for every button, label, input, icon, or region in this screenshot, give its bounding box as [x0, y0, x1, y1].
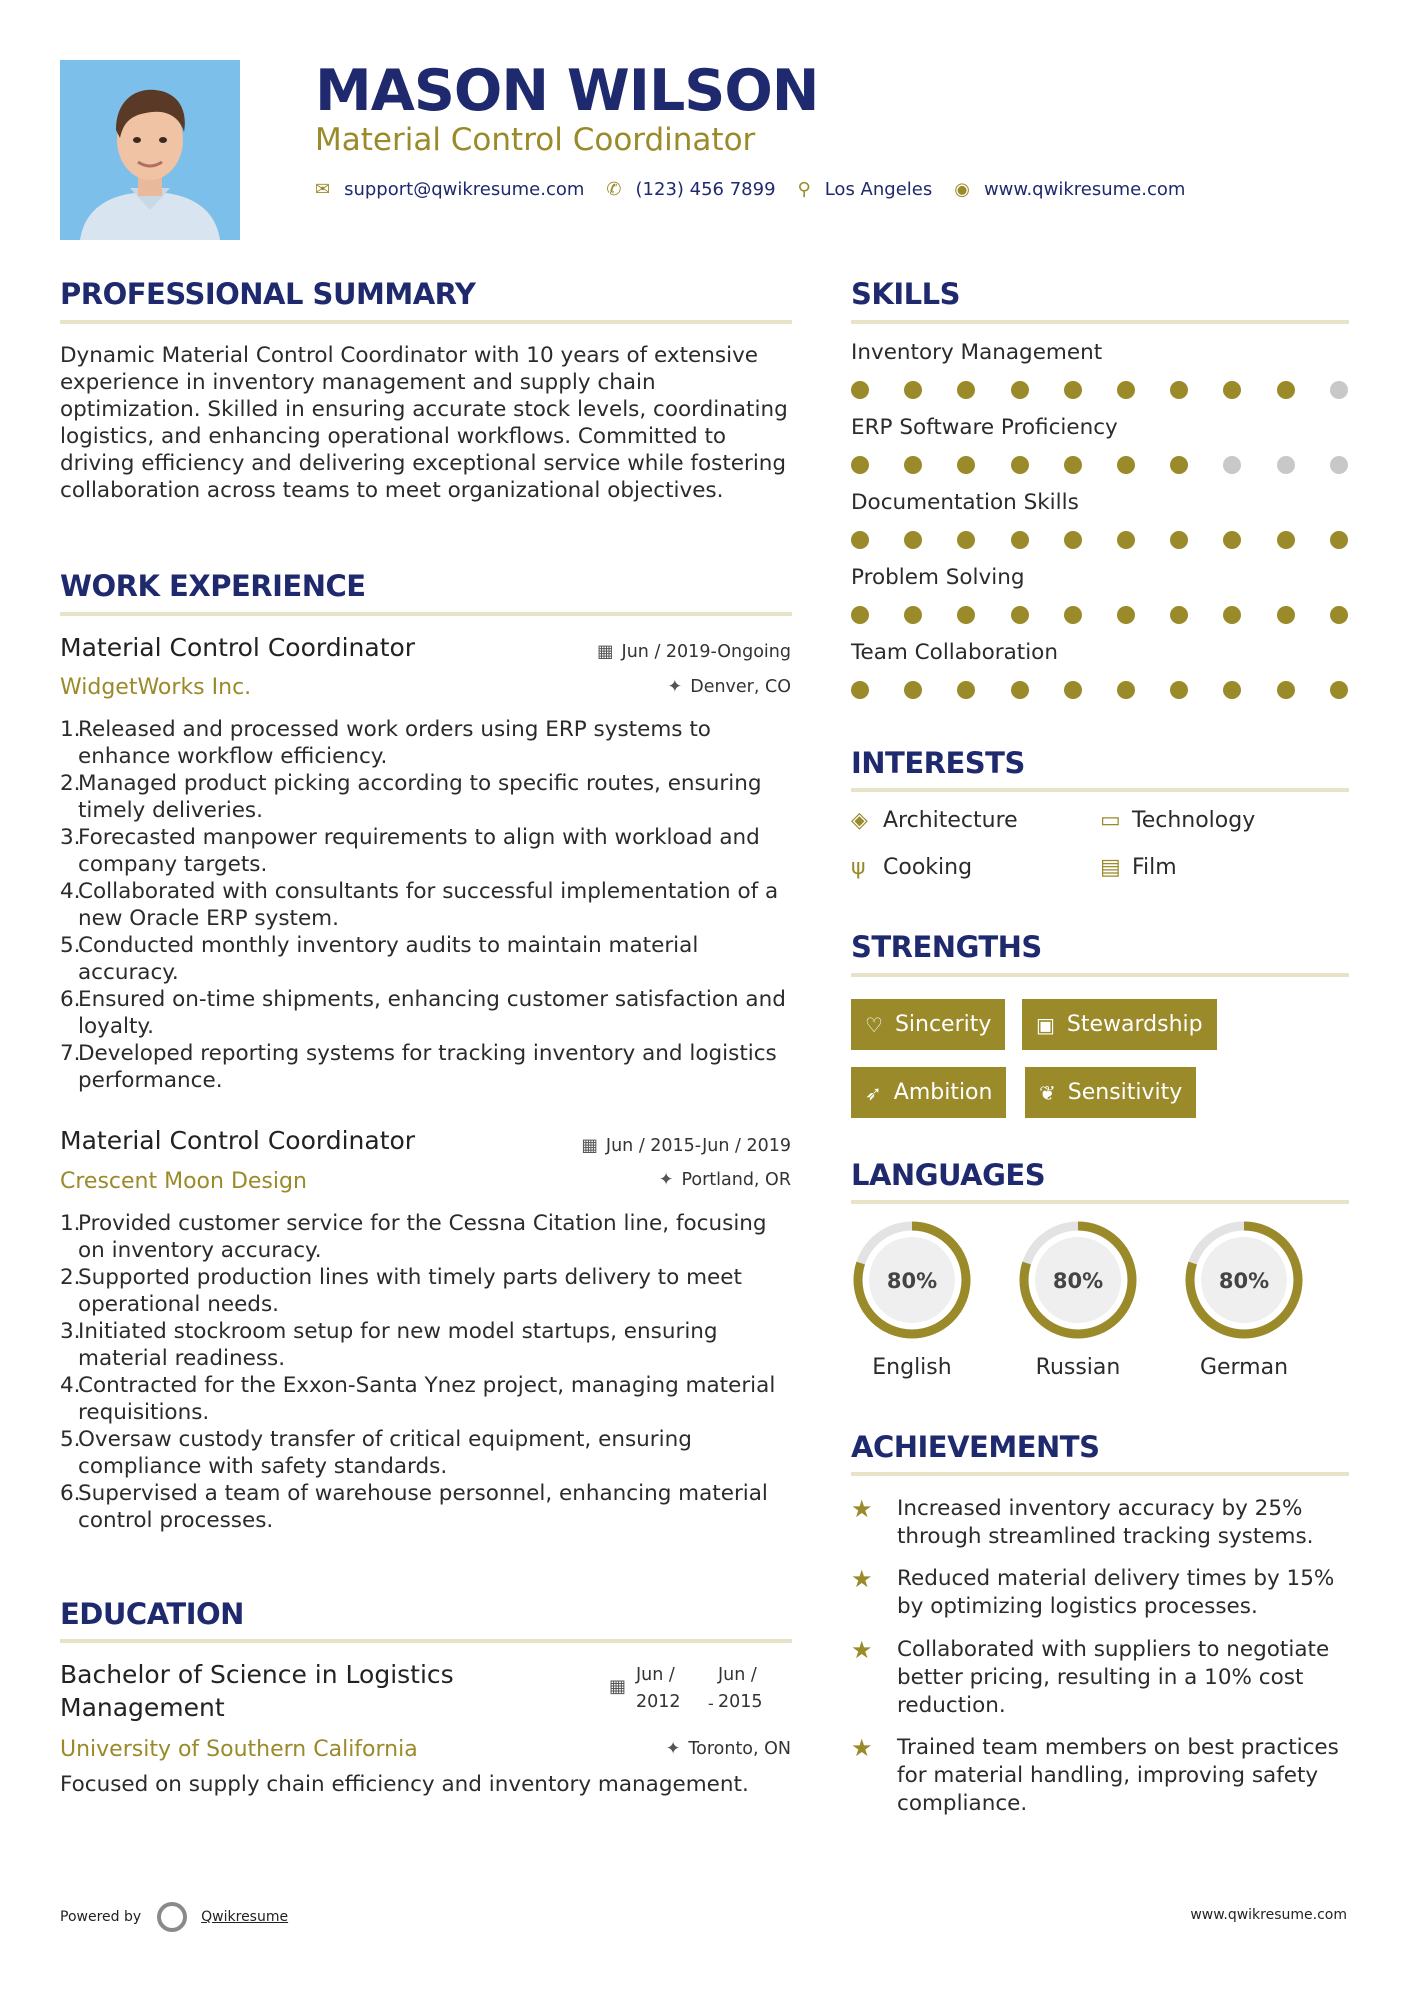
footer-website[interactable]: www.qwikresume.com [1190, 1907, 1347, 1923]
calendar-icon: ▦ [581, 1136, 598, 1156]
languages-rule [851, 1200, 1349, 1204]
rating-dot [1330, 681, 1348, 699]
skill-label: Team Collaboration [851, 640, 1058, 665]
summary-heading: PROFESSIONAL SUMMARY [60, 277, 476, 311]
pin-icon: ✦ [667, 677, 683, 697]
rating-dot [1011, 381, 1029, 399]
rating-dot [1170, 681, 1188, 699]
rating-dot [851, 456, 869, 474]
person-illustration [60, 60, 240, 240]
rating-dot [1064, 681, 1082, 699]
summary-rule [60, 320, 792, 324]
list-item: 6. Ensured on-time shipments, enhancing customer satisfaction and loyalty. [60, 987, 786, 1039]
degree-line-2: Management [60, 1693, 225, 1722]
rating-dot [1170, 456, 1188, 474]
rating-dot [1117, 381, 1135, 399]
list-item: 4. Collaborated with consultants for successful implementation of a new Oracle ERP system. [60, 879, 779, 931]
interest-film: ▤ Film [1100, 855, 1177, 880]
strength-ambition: ➶ Ambition [851, 1067, 1006, 1118]
skills-heading: SKILLS [851, 277, 960, 311]
contact-phone[interactable] [606, 179, 775, 200]
strength-sensitivity: ❦ Sensitivity [1025, 1067, 1196, 1118]
rating-dot [851, 681, 869, 699]
strengths-rule [851, 973, 1349, 977]
skill-rating [851, 606, 1349, 626]
email-text: support@qwikresume.com [344, 179, 585, 200]
job-1-date-text: Jun / 2019-Ongoing [621, 642, 791, 662]
rating-dot [1170, 606, 1188, 624]
tag-icon: ◈ [851, 808, 868, 833]
envelope-icon: ✉ [315, 179, 331, 200]
rating-dot [1330, 456, 1348, 474]
degree-line-1: Bachelor of Science in Logistics [60, 1660, 454, 1689]
list-item: 2. Supported production lines with timely parts delivery to meet operational needs. [60, 1265, 742, 1317]
strength-stewardship: ▣ Stewardship [1022, 999, 1217, 1050]
rating-dot [904, 381, 922, 399]
laptop-icon: ▭ [1100, 808, 1121, 833]
strength-sincerity: ♡ Sincerity [851, 999, 1005, 1050]
achievements-rule [851, 1472, 1349, 1476]
work-heading: WORK EXPERIENCE [60, 569, 366, 603]
pin-icon: ✦ [665, 1739, 681, 1759]
language-name: English [872, 1355, 952, 1380]
job-2-location-text: Portland, OR [681, 1170, 791, 1190]
powered-by-text: Powered by [60, 1909, 142, 1925]
job-1-title: Material Control Coordinator [60, 633, 416, 662]
globe-icon: ◉ [954, 179, 970, 200]
rating-dot [851, 531, 869, 549]
skill-label: Problem Solving [851, 565, 1025, 590]
achievement-item: ★ Reduced material delivery times by 15% by optimizing logistics processes. [851, 1565, 1335, 1619]
list-item: 3. Forecasted manpower requirements to align with workload and company targets. [60, 825, 760, 877]
language-name: Russian [1035, 1355, 1121, 1380]
rating-dot [957, 381, 975, 399]
date-separator: - [708, 1694, 714, 1713]
achievements-heading: ACHIEVEMENTS [851, 1430, 1100, 1464]
interest-technology: ▭ Technology [1100, 808, 1256, 833]
website-text: www.qwikresume.com [983, 179, 1186, 200]
school-name: University of Southern California [60, 1737, 418, 1762]
heart-icon: ♡ [865, 1012, 883, 1037]
languages-heading: LANGUAGES [851, 1158, 1046, 1192]
interest-cooking: ψ Cooking [851, 855, 973, 880]
phone-icon: ✆ [606, 179, 622, 200]
job-2-date [581, 1136, 791, 1156]
rating-dot [904, 456, 922, 474]
language-gauge [1182, 1218, 1306, 1346]
language-percent: 80% [1218, 1269, 1270, 1293]
rating-dot [1011, 606, 1029, 624]
rating-dot [957, 531, 975, 549]
rating-dot [1223, 531, 1241, 549]
rating-dot [1117, 606, 1135, 624]
list-item: 1. Released and processed work orders using ERP systems to enhance workflow efficiency. [60, 717, 711, 769]
film-icon: ▤ [1100, 855, 1121, 880]
skill-label: ERP Software Proficiency [851, 415, 1118, 440]
list-item: 1. Provided customer service for the Cessna Citation line, focusing on inventory accuracy. [60, 1211, 767, 1263]
rating-dot [1330, 381, 1348, 399]
skill-rating [851, 456, 1349, 476]
skill-label: Inventory Management [851, 340, 1103, 365]
rating-dot [1223, 681, 1241, 699]
location-text: Los Angeles [824, 179, 933, 200]
achievement-item: ★ Trained team members on best practices for material handling, improving safety compliance. [851, 1734, 1339, 1816]
job-1-location [668, 677, 791, 697]
skill-label: Documentation Skills [851, 490, 1079, 515]
phone-text: (123) 456 7899 [635, 179, 776, 200]
qwikresume-logo-icon [157, 1902, 187, 1932]
rating-dot [1064, 381, 1082, 399]
map-pin-icon: ⚲ [797, 179, 811, 200]
footer-powered-by [60, 1902, 288, 1932]
rating-dot [904, 606, 922, 624]
rating-dot [1117, 681, 1135, 699]
rating-dot [957, 681, 975, 699]
rating-dot [851, 381, 869, 399]
language-ring [1016, 1218, 1140, 1342]
job-1-bullets [60, 716, 795, 1094]
strengths-heading: STRENGTHS [851, 930, 1042, 964]
job-2-date-text: Jun / 2015-Jun / 2019 [605, 1136, 791, 1156]
list-item: 7. Developed reporting systems for tracking inventory and logistics performance. [60, 1041, 777, 1093]
language-name: German [1199, 1355, 1289, 1380]
contact-bar [315, 179, 1207, 200]
skill-rating [851, 531, 1349, 551]
education-end: Jun / 2015 [718, 1665, 763, 1712]
job-1-location-text: Denver, CO [690, 677, 791, 697]
briefcase-icon: ▣ [1036, 1012, 1055, 1037]
language-gauge [850, 1218, 974, 1346]
rating-dot [1117, 531, 1135, 549]
list-item: 6. Supervised a team of warehouse personnel, enhancing material control processes. [60, 1481, 768, 1533]
rating-dot [1117, 456, 1135, 474]
achievement-item: ★ Increased inventory accuracy by 25% through streamlined tracking systems. [851, 1495, 1314, 1549]
utensils-icon: ψ [851, 855, 866, 880]
rating-dot [1011, 456, 1029, 474]
contact-website[interactable] [954, 179, 1185, 200]
rating-dot [1330, 606, 1348, 624]
contact-email[interactable] [315, 179, 584, 200]
skill-rating [851, 381, 1349, 401]
language-ring [1182, 1218, 1306, 1342]
list-item: 4. Contracted for the Exxon-Santa Ynez project, managing material requisitions. [60, 1373, 776, 1425]
contact-location [798, 179, 933, 200]
rating-dot [1277, 681, 1295, 699]
rating-dot [1011, 531, 1029, 549]
rating-dot [904, 681, 922, 699]
education-start: Jun / 2012 [636, 1665, 681, 1712]
rating-dot [1170, 381, 1188, 399]
education-rule [60, 1639, 792, 1643]
skill-rating [851, 681, 1349, 701]
rating-dot [1277, 606, 1295, 624]
star-icon: ★ [851, 1636, 873, 1664]
rating-dot [904, 531, 922, 549]
leaf-icon: ❦ [1039, 1080, 1056, 1105]
achievement-item: ★ Collaborated with suppliers to negotiate better pricing, resulting in a 10% cost reduction. [851, 1636, 1330, 1718]
language-percent: 80% [886, 1269, 938, 1293]
brand-link[interactable]: Qwikresume [201, 1909, 289, 1925]
rocket-icon: ➶ [865, 1080, 882, 1105]
calendar-icon: ▦ [609, 1676, 627, 1697]
star-icon: ★ [851, 1565, 873, 1593]
language-ring [850, 1218, 974, 1342]
rating-dot [1330, 531, 1348, 549]
list-item: 2. Managed product picking according to specific routes, ensuring timely deliveries. [60, 771, 762, 823]
rating-dot [1277, 531, 1295, 549]
profile-photo [60, 60, 240, 240]
interests-heading: INTERESTS [851, 746, 1025, 780]
candidate-name: MASON WILSON [315, 58, 819, 124]
language-percent: 80% [1052, 1269, 1104, 1293]
list-item: 3. Initiated stockroom setup for new model startups, ensuring material readiness. [60, 1319, 718, 1371]
rating-dot [957, 606, 975, 624]
interests-rule [851, 788, 1349, 792]
rating-dot [1223, 456, 1241, 474]
rating-dot [957, 456, 975, 474]
language-gauge [1016, 1218, 1140, 1346]
job-1-company: WidgetWorks Inc. [60, 675, 252, 700]
job-1-date [597, 642, 791, 662]
rating-dot [851, 606, 869, 624]
calendar-icon: ▦ [597, 642, 614, 662]
rating-dot [1223, 381, 1241, 399]
education-location [666, 1739, 791, 1759]
rating-dot [1011, 681, 1029, 699]
work-rule [60, 612, 792, 616]
candidate-title: Material Control Coordinator [315, 122, 756, 158]
education-description: Focused on supply chain efficiency and inventory management. [60, 1772, 749, 1797]
list-item: 5. Conducted monthly inventory audits to maintain material accuracy. [60, 933, 699, 985]
job-2-location [659, 1170, 791, 1190]
summary-text: Dynamic Material Control Coordinator with 10 years of extensive experience in inventory management and supply chain optimization. Skilled in ensuring accurate stock levels, coordinating logistics, and enhancing operational workflows. Committed to driving efficiency and delivering exceptional service while fostering collaboration across teams to meet organizational objectives. [60, 343, 788, 503]
skills-rule [851, 320, 1349, 324]
list-item: 5. Oversaw custody transfer of critical equipment, ensuring compliance with safety standards. [60, 1427, 692, 1479]
job-2-bullets [60, 1210, 795, 1534]
pin-icon: ✦ [658, 1170, 674, 1190]
interest-architecture: ◈ Architecture [851, 808, 1018, 833]
rating-dot [1277, 381, 1295, 399]
rating-dot [1064, 606, 1082, 624]
rating-dot [1170, 531, 1188, 549]
star-icon: ★ [851, 1734, 873, 1762]
rating-dot [1064, 531, 1082, 549]
job-2-title: Material Control Coordinator [60, 1126, 416, 1155]
rating-dot [1064, 456, 1082, 474]
rating-dot [1223, 606, 1241, 624]
star-icon: ★ [851, 1495, 873, 1523]
rating-dot [1277, 456, 1295, 474]
education-heading: EDUCATION [60, 1597, 244, 1631]
job-2-company: Crescent Moon Design [60, 1169, 307, 1194]
education-location-text: Toronto, ON [688, 1739, 791, 1759]
